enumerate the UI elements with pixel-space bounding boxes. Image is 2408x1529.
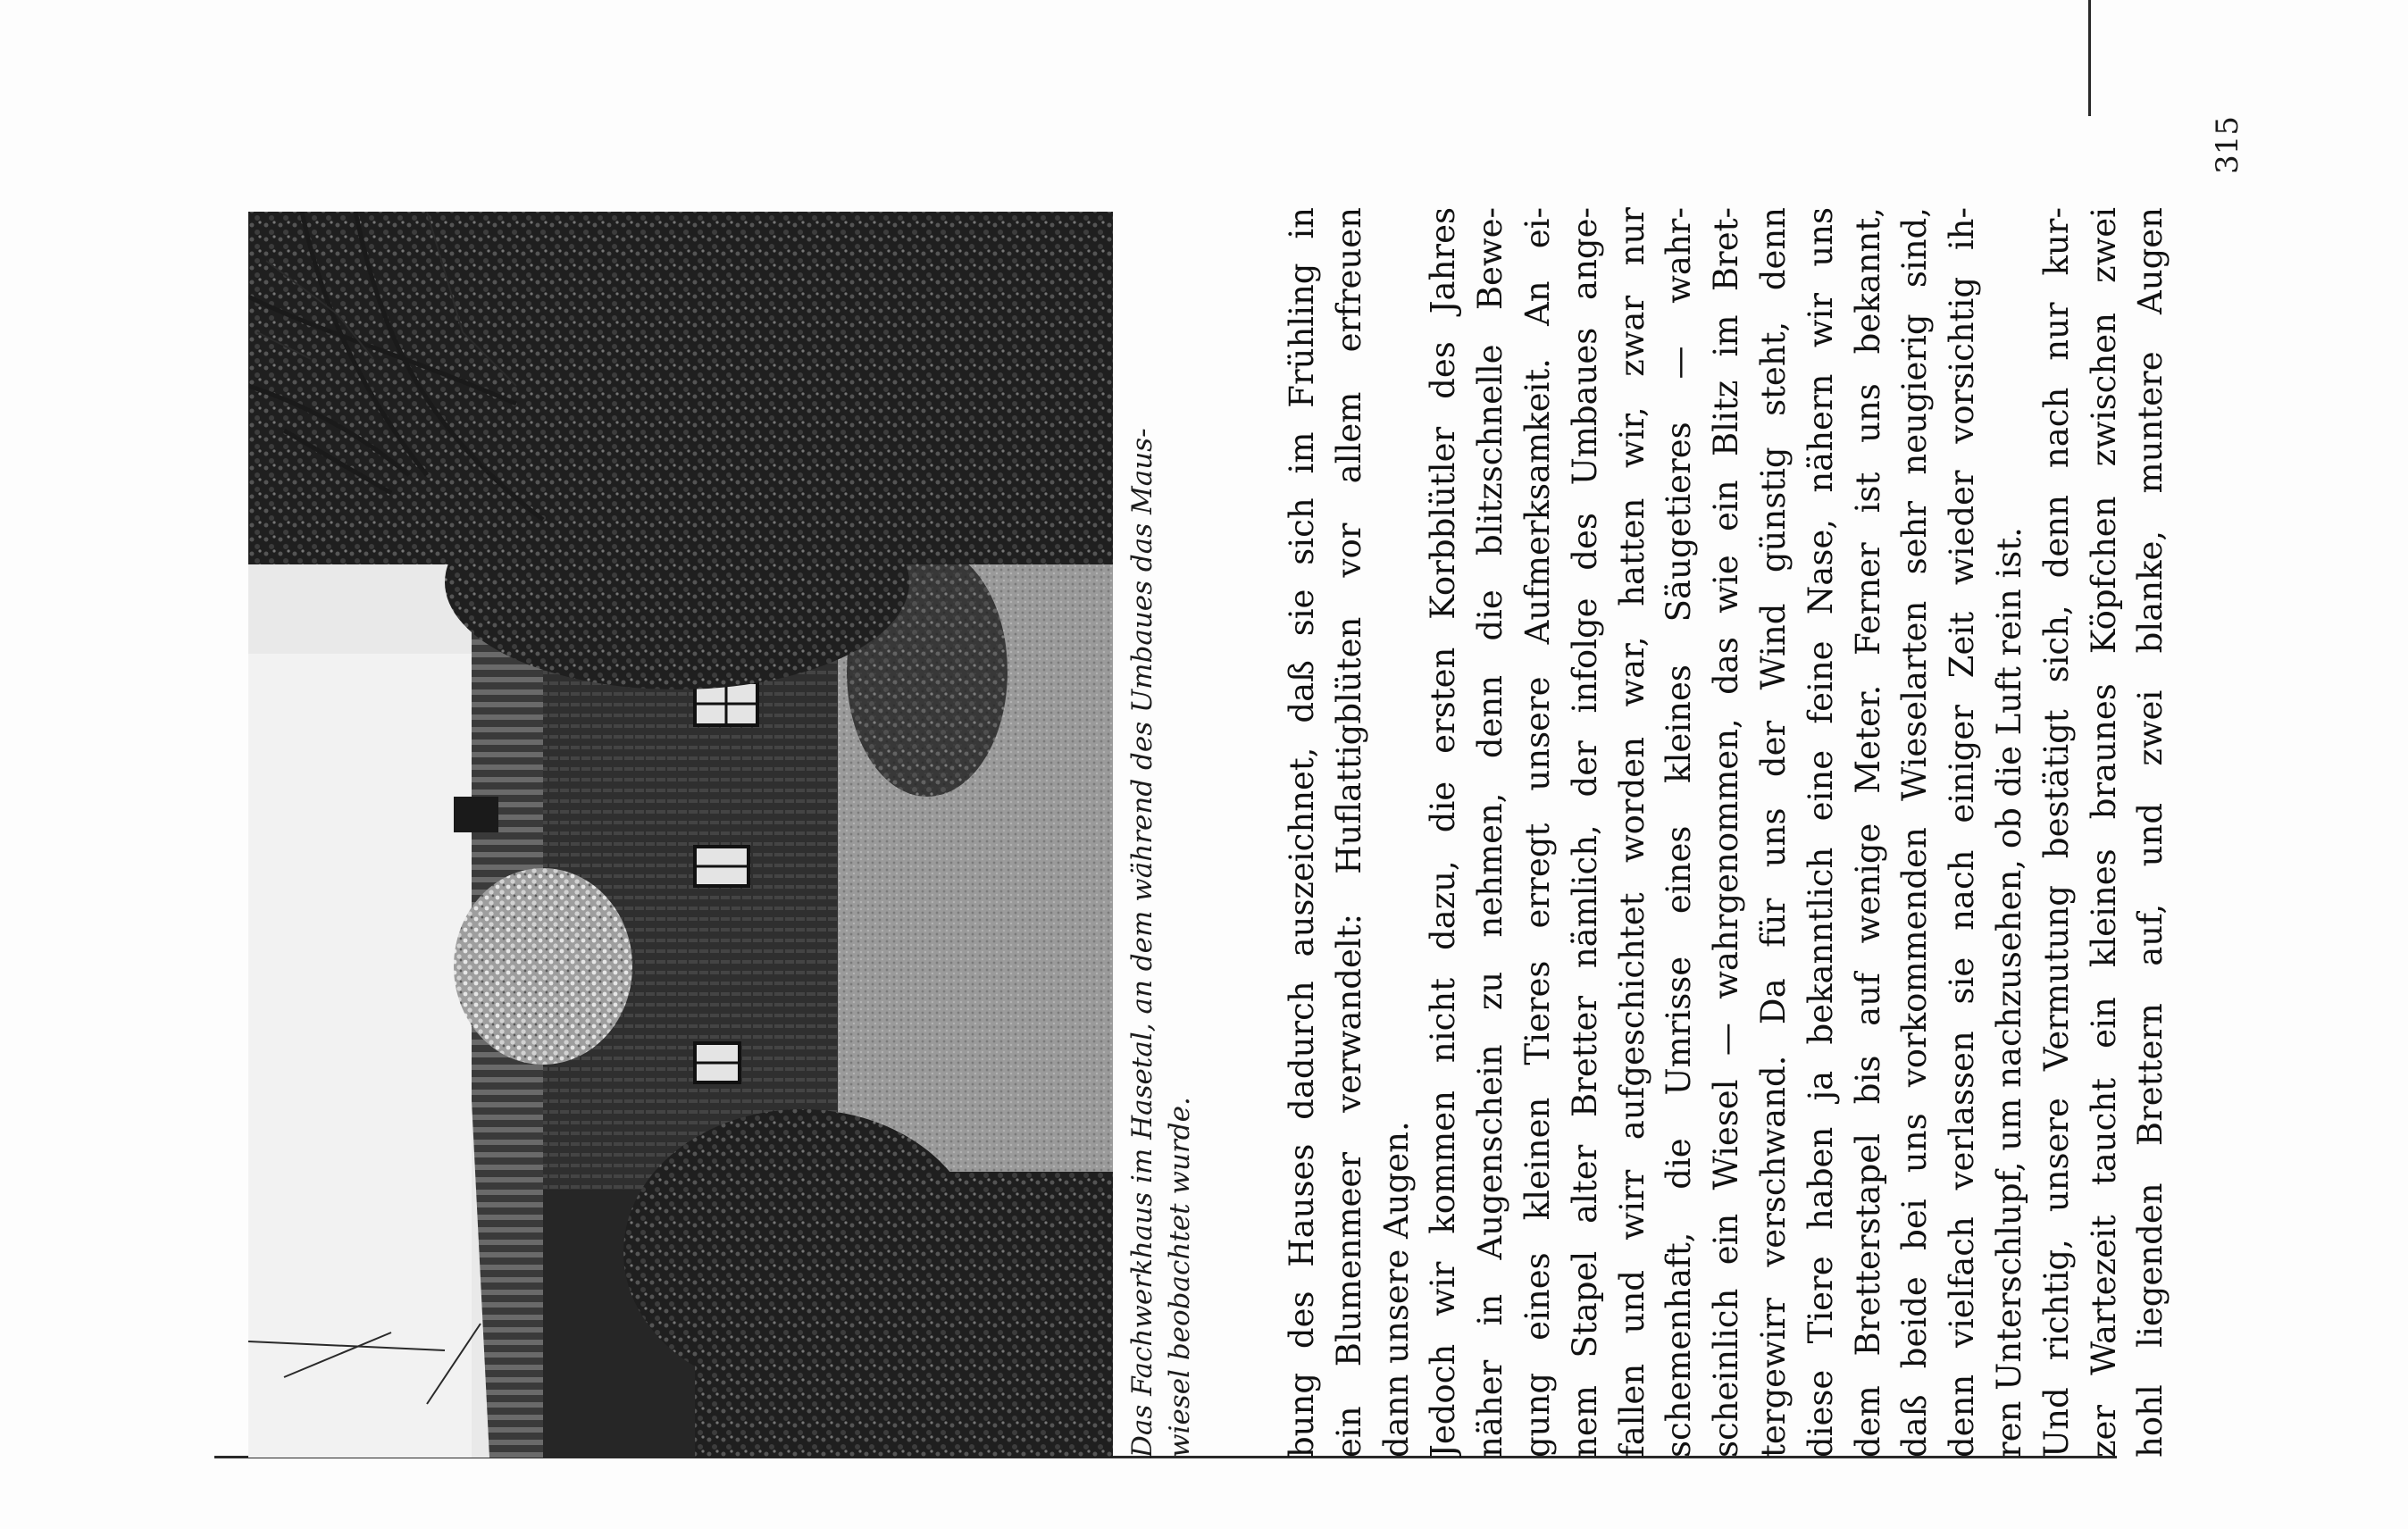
text-line: daß beide bei uns vorkommenden Wieselarten sehr neugierig sind,: [1895, 207, 1935, 1458]
text-line: tergewirr verschwand. Da für uns der Wind günstig steht, denn: [1753, 207, 1793, 1458]
caption-line: Das Fachwerkhaus im Hasetal, an dem während des Umbaues das Maus-: [1126, 428, 1158, 1458]
text-line: bung des Hauses dadurch auszeichnet, daß sie sich im Frühling in: [1283, 207, 1321, 1458]
text-line: Und richtig, unsere Vermutung bestätigt sich, denn nach nur kur-: [2036, 207, 2076, 1458]
text-line: scheinlich ein Wiesel — wahrgenommen, das wie ein Blitz im Bret-: [1707, 207, 1746, 1458]
caption-line: wiesel beobachtet wurde.: [1164, 1097, 1196, 1458]
text-line: zer Wartezeit taucht ein kleines braunes Köpfchen zwischen zwei: [2084, 207, 2123, 1458]
page-number: 315: [2210, 116, 2245, 174]
text-line: fallen und wirr aufgeschichtet worden war, hatten wir, zwar nur: [1612, 207, 1651, 1458]
bottom-rule: [2088, 0, 2091, 116]
photo-caption: [1124, 207, 1199, 1458]
text-line: dem Bretterstapel bis auf wenige Meter. Ferner ist uns bekannt,: [1848, 207, 1887, 1458]
body-text: [1279, 207, 2175, 1458]
text-line: hohl liegenden Brettern auf, und zwei blanke, muntere Augen: [2131, 207, 2170, 1458]
house-photo: [248, 212, 1113, 1458]
text-line: gung eines kleinen Tieres erregt unsere Aufmerksamkeit. An ei-: [1518, 207, 1557, 1458]
text-line: denn vielfach verlassen sie nach einiger Zeit wieder vorsichtig ih-: [1943, 207, 1982, 1458]
text-line: schemenhaft, die Umrisse eines kleines Säugetieres — wahr-: [1660, 207, 1699, 1458]
text-line: ren Unterschlupf, um nachzusehen, ob die Luft rein ist.: [1989, 527, 2028, 1458]
text-line: Jedoch wir kommen nicht dazu, die ersten Korbblütler des Jahres: [1424, 207, 1463, 1458]
text-line: dann unsere Augen.: [1376, 1121, 1416, 1458]
text-line: diese Tiere haben ja bekanntlich eine feine Nase, nähern wir uns: [1801, 207, 1840, 1458]
text-line: ein Blumenmeer verwandelt: Huflattigblüten vor allem erfreuen: [1329, 207, 1368, 1458]
text-line: nem Stapel alter Bretter nämlich, der infolge des Umbaues ange-: [1565, 207, 1604, 1458]
house-photo-graphic: [248, 212, 1113, 1458]
text-line: näher in Augenschein zu nehmen, denn die blitzschnelle Bewe-: [1471, 207, 1510, 1458]
